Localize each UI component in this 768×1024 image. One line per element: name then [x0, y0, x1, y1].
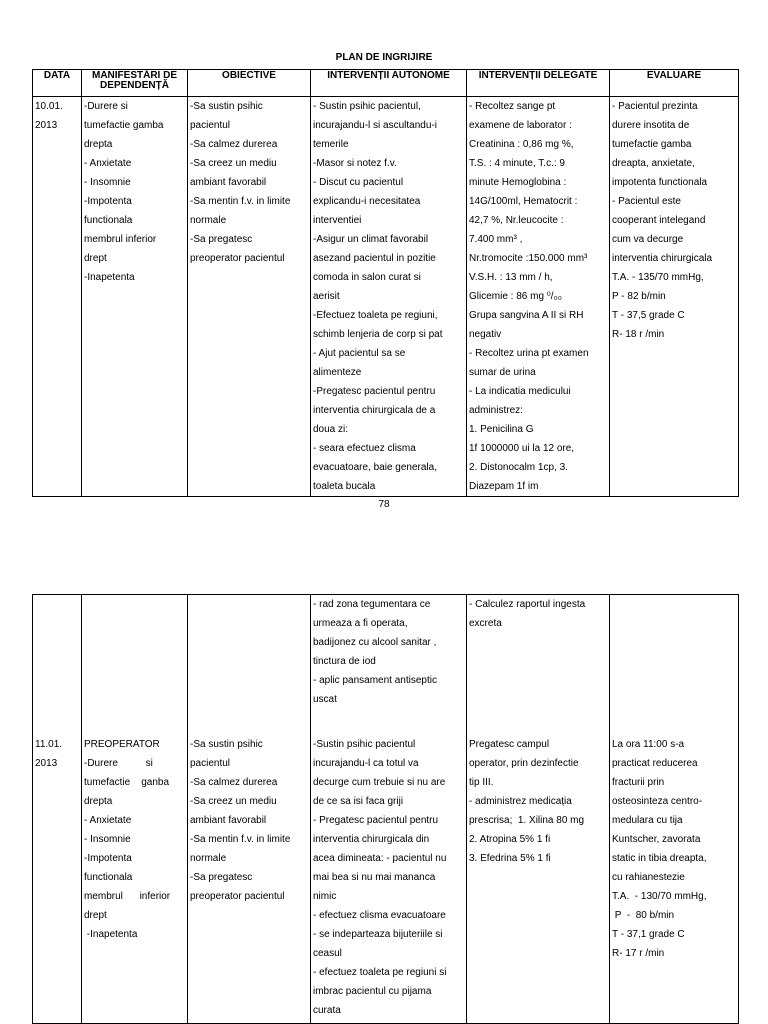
cell-line: - administrez medicația [469, 796, 572, 807]
cell-line: drept [84, 253, 107, 264]
cell-line: drepta [84, 796, 113, 807]
cell-line: T - 37,1 grade C [612, 929, 685, 940]
cell-line: - Anxietate [84, 158, 132, 169]
cell-line: -Durere si [84, 758, 153, 769]
cell-line: tinctura de iod [313, 656, 376, 667]
cell-line: 10.01. [35, 101, 63, 112]
cell-line: sumar de urina [469, 367, 536, 378]
cell-line: 1f 1000000 ui la 12 ore, [469, 443, 575, 454]
cell-line: 2. Distonocalm 1cp, 3. [469, 462, 568, 473]
cell-line: -Sa mentin f.v. in limite [190, 196, 291, 207]
cell-line: fracturii prin [612, 777, 665, 788]
cell-line: - Ajut pacientul sa se [313, 348, 406, 359]
cell-line: badijonez cu alcool sanitar , [313, 637, 437, 648]
cell-line: Nr.tromocite :150.000 mm³ [469, 253, 588, 264]
cell-line: preoperator pacientul [190, 891, 285, 902]
cell-line: Grupa sangvina A II si RH [469, 310, 584, 321]
cell-line: T.S. : 4 minute, T.c.: 9 [469, 158, 565, 169]
cell-line: 1. Penicilina G [469, 424, 534, 435]
cell-line: aerisit [313, 291, 340, 302]
cell-line: prescrisa; 1. Xilina 80 mg [469, 815, 585, 826]
cell-line: -Sa mentin f.v. in limite [190, 834, 291, 845]
cell-line: durere insotita de [612, 120, 690, 131]
page-number: 78 [378, 499, 390, 510]
cell-date [33, 595, 82, 1024]
table-row [33, 97, 739, 497]
cell-obiective [188, 595, 311, 1024]
cell-line: -Sa calmez durerea [190, 139, 278, 150]
cell-line: urmeaza a fi operata, [313, 618, 408, 629]
cell-line: PREOPERATOR [84, 739, 160, 750]
cell-line: - seara efectuez clisma [313, 443, 416, 454]
cell-line: cum va decurge [612, 234, 684, 245]
cell-line: -Sa pregatesc [190, 872, 253, 883]
cell-line: cooperant intelegand [612, 215, 706, 226]
cell-line: doua zi: [313, 424, 349, 435]
cell-line: static in tibia dreapta, [612, 853, 707, 864]
cell-line: imbrac pacientul cu pijama [313, 986, 432, 997]
cell-line: -Asigur un climat favorabil [313, 234, 429, 245]
cell-line: drepta [84, 139, 113, 150]
cell-line: interventia chirurgicala din [313, 834, 430, 845]
table-row [33, 595, 739, 1024]
cell-line: tumefactie ganba [84, 777, 170, 788]
cell-line: - se indeparteaza bijuteriile si [313, 929, 443, 940]
cell-line: administrez: [469, 405, 523, 416]
cell-line: -Impotenta [84, 853, 132, 864]
cell-line: La ora 11:00 s-a [612, 739, 685, 750]
cell-manifestari [82, 97, 188, 497]
cell-line: normale [190, 215, 227, 226]
cell-evaluare-text [612, 735, 736, 963]
cell-line: P - 80 b/min [612, 910, 675, 921]
cell-line: - Sustin psihic pacientul, [313, 101, 421, 112]
cell-line: preoperator pacientul [190, 253, 285, 264]
cell-line: -Sa pregatesc [190, 234, 253, 245]
cell-autonome [311, 97, 467, 497]
cell-line: ambiant favorabil [190, 177, 267, 188]
cell-line: operator, prin dezinfectie [469, 758, 579, 769]
care-plan-table-page2 [32, 594, 739, 1024]
cell-line: interventia chirurgicala [612, 253, 713, 264]
cell-line: curata [313, 1005, 341, 1016]
cell-line: mai bea si nu mai mananca [313, 872, 436, 883]
cell-line: cu rahianestezie [612, 872, 685, 883]
header-delegate: INTERVENȚII DELEGATE [467, 70, 610, 97]
cell-evaluare [610, 97, 739, 497]
cell-line: -Inapetenta [84, 929, 138, 940]
cell-line: -Inapetenta [84, 272, 135, 283]
cell-line: - Recoltez sange pt [469, 101, 556, 112]
cell-line: - Pregatesc pacientul pentru [313, 815, 439, 826]
cell-line: drept [84, 910, 107, 921]
cell-delegate [467, 595, 610, 1024]
cell-line: -Sa calmez durerea [190, 777, 278, 788]
cell-line: T - 37,5 grade C [612, 310, 685, 321]
cell-line: -Durere si [84, 101, 128, 112]
header-obiective: OBIECTIVE [188, 70, 311, 97]
cell-line: medulara cu tija [612, 815, 683, 826]
cell-line: - efectuez toaleta pe regiuni si [313, 967, 447, 978]
cell-line: membrul inferior [84, 234, 157, 245]
cell-line: 7.400 mm³ , [469, 234, 523, 245]
cell-line: -Efectuez toaleta pe regiuni, [313, 310, 438, 321]
cell-delegate [467, 97, 610, 497]
cell-autonome-text [313, 735, 464, 1020]
cell-line: uscat [313, 694, 337, 705]
cell-line: V.S.H. : 13 mm / h, [469, 272, 553, 283]
cell-line: practicat reducerea [612, 758, 698, 769]
cell-line: asezand pacientul in pozitie [313, 253, 436, 264]
cell-date-text [35, 735, 79, 773]
cell-line: -Impotenta [84, 196, 132, 207]
cell-line: - aplic pansament antiseptic [313, 675, 437, 686]
cell-line: -Sa creez un mediu [190, 796, 277, 807]
cell-line: 2013 [35, 120, 58, 131]
cell-line: -Sustin psihic pacientul [313, 739, 416, 750]
cell-line: functionala [84, 872, 133, 883]
cell-line: pacientul [190, 758, 231, 769]
cell-line: schimb lenjeria de corp si pat [313, 329, 443, 340]
cell-line: temerile [313, 139, 349, 150]
cell-line: - efectuez clisma evacuatoare [313, 910, 446, 921]
cell-date [33, 97, 82, 497]
cell-line: -Masor si notez f.v. [313, 158, 397, 169]
cell-line: nimic [313, 891, 337, 902]
cell-line: - Pacientul este [612, 196, 681, 207]
cell-evaluare [610, 595, 739, 1024]
table-header-row [33, 70, 739, 97]
cell-obiective-text [190, 735, 308, 906]
cell-line: - Discut cu pacientul [313, 177, 404, 188]
cell-line: -Sa sustin psihic [190, 101, 263, 112]
cell-line: interventia chirurgicala de a [313, 405, 436, 416]
header-autonome: INTERVENȚII AUTONOME [311, 70, 467, 97]
cell-line: explicandu-i necesitatea [313, 196, 421, 207]
cell-line: 2. Atropina 5% 1 fi [469, 834, 551, 845]
header-manifestari: MANIFESTĂRI DE DEPENDENȚĂ [82, 70, 188, 97]
cell-line: -Sa sustin psihic [190, 739, 263, 750]
cell-line: 14G/100ml, Hematocrit : [469, 196, 578, 207]
cell-line: membrul inferior [84, 891, 171, 902]
cell-line: P - 82 b/min [612, 291, 666, 302]
cell-line: 2013 [35, 758, 58, 769]
cell-line: -Pregatesc pacientul pentru [313, 386, 436, 397]
cell-line: 3. Efedrina 5% 1 fi [469, 853, 551, 864]
cell-line: tumefactie gamba [612, 139, 692, 150]
cell-line: impotenta functionala [612, 177, 708, 188]
cell-line: R- 18 r /min [612, 329, 665, 340]
cell-line: incurajandu-l si ascultandu-i [313, 120, 437, 131]
cell-line: -Sa creez un mediu [190, 158, 277, 169]
cell-line: R- 17 r /min [612, 948, 665, 959]
cell-line: decurge cum trebuie si nu are [313, 777, 446, 788]
cell-line: tumefactie gamba [84, 120, 164, 131]
cell-line: de ce sa isi faca griji [313, 796, 404, 807]
cell-line: pacientul [190, 120, 231, 131]
cell-manifestari [82, 595, 188, 1024]
cell-line: ambiant favorabil [190, 815, 267, 826]
cell-line: - Anxietate [84, 815, 132, 826]
cell-delegate-cont [469, 595, 607, 633]
cell-line: negativ [469, 329, 502, 340]
cell-line: evacuatoare, baie generala, [313, 462, 437, 473]
cell-line: - Pacientul prezinta [612, 101, 698, 112]
cell-manifestari-text [84, 735, 185, 944]
cell-delegate-text [469, 735, 607, 868]
cell-line: - La indicatia medicului [469, 386, 571, 397]
cell-line: T.A. - 135/70 mmHg, [612, 272, 704, 283]
cell-line: interventiei [313, 215, 362, 226]
cell-line: Creatinina : 0,86 mg %, [469, 139, 574, 150]
cell-line: Diazepam 1f im [469, 481, 539, 492]
cell-autonome-cont [313, 595, 464, 709]
cell-line: normale [190, 853, 227, 864]
cell-obiective [188, 97, 311, 497]
cell-line: T.A. - 130/70 mmHg, [612, 891, 707, 902]
cell-line: examene de laborator : [469, 120, 572, 131]
cell-line: Pregatesc campul [469, 739, 550, 750]
cell-line: ceasul [313, 948, 342, 959]
cell-line: 42,7 %, Nr.leucocite : [469, 215, 564, 226]
header-evaluare: EVALUARE [610, 70, 739, 97]
cell-line: toaleta bucala [313, 481, 376, 492]
cell-line: Glicemie : 86 mg ⁰/₀₀ [469, 291, 562, 302]
cell-line: comoda in salon curat si [313, 272, 421, 283]
cell-line: 11.01. [35, 739, 63, 750]
cell-line: functionala [84, 215, 133, 226]
cell-line: tip III. [469, 777, 494, 788]
cell-autonome [311, 595, 467, 1024]
cell-line: osteosinteza centro- [612, 796, 703, 807]
cell-line: excreta [469, 618, 502, 629]
cell-line: dreapta, anxietate, [612, 158, 695, 169]
page-title: PLAN DE INGRIJIRE [335, 52, 433, 63]
cell-line: Kuntscher, zavorata [612, 834, 701, 845]
cell-line: - Recoltez urina pt examen [469, 348, 589, 359]
header-data: DATA [33, 70, 82, 97]
cell-line: acea dimineata: - pacientul nu [313, 853, 447, 864]
care-plan-table-page1 [32, 69, 739, 497]
cell-line: - Calculez raportul ingesta [469, 599, 586, 610]
cell-line: - rad zona tegumentara ce [313, 599, 431, 610]
cell-line: alimenteze [313, 367, 362, 378]
cell-line: minute Hemoglobina : [469, 177, 567, 188]
cell-line: - Insomnie [84, 177, 131, 188]
cell-line: incurajandu-l ca totul va [313, 758, 419, 769]
cell-line: - Insomnie [84, 834, 131, 845]
